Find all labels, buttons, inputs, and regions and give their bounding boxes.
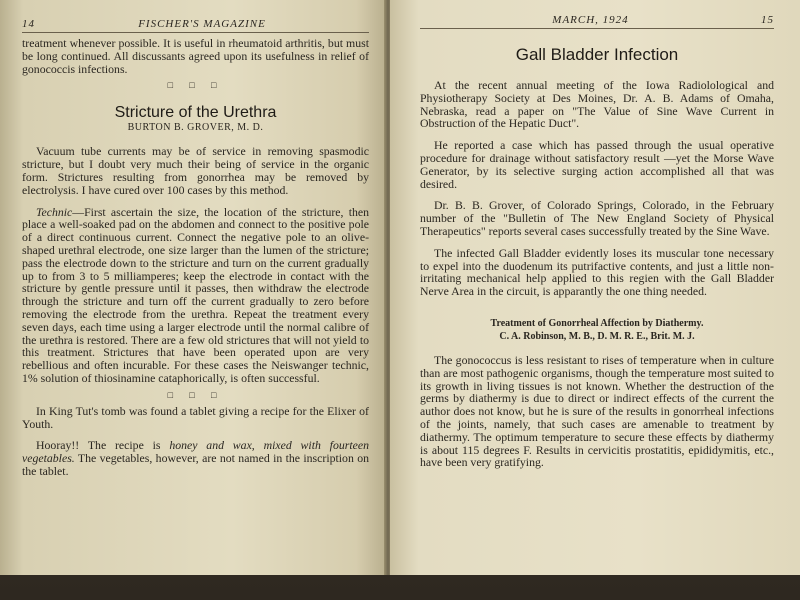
gall-bladder-paragraph-3: Dr. B. B. Grover, of Colorado Springs, Colorado, in the February number of the "Bulletin of The New England Society of Physical Therapeutics" reports several cases successfully treated by the Sine Wave. — [420, 198, 774, 238]
king-tut-recipe: honey and wax, mixed with fourteen vegetables. — [22, 438, 369, 466]
king-tut-text-a: Hooray!! The recipe is — [36, 438, 170, 453]
king-tut-text-b: The vegetables, however, are not named in the inscription on the tablet. — [22, 451, 369, 478]
king-tut-paragraph-2 — [22, 439, 369, 477]
diathermy-paragraph: The gonococcus is less resistant to rises of temperature when in culture than are most pathogenic organisms, though the temperature most suited to its growth in living tissues is not known. Whether the destruction of the germs by diathermy is due to direct or indirect effects of the current the author does not know, but he is sure of the results in gonorrheal infections of the joints, namely, that such cases are amenable to treatment by diathermy. The optimum temperature to secure these effects by diathermy is about 115 degrees F. Results in cervicitis prostatitis, epididymitis, etc., have been very gratifying. — [420, 352, 774, 470]
king-tut-paragraph-1: In King Tut's tomb was found a tablet giving a recipe for the Elixer of Youth. — [22, 403, 369, 431]
gall-bladder-paragraph-2: He reported a case which has passed through the usual operative procedure for drainage without satisfactory result —yet the Morse Wave Generator, by its selective surging action accomplished all that was desired. — [420, 138, 774, 191]
diathermy-article-author: C. A. Robinson, M. B., D. M. R. E., Brit. M. J. — [499, 330, 695, 342]
left-page — [0, 0, 387, 575]
technic-body: —First ascertain the size, the location of the stricture, then place a well-soaked pad on the abdomen and connect to the positive pole of a direct continuous current. Connect the negative pole to an olive-shaped urethral electrode, one size larger than the lumen of the stricture; pass the electrode down to the stricture and turn on the current gradually up to from 3 to 5 milliamperes; keep the electrode in contact with the stricture by gentle pressure until it passes, then withdraw the electrode through the stricture and turn off the current gradually to zero before removing the electrode from the urethra. Repeat the treatment every seven days, each time using a larger electrode until the normal calibre of the urethra is restored. There are a few old strictures that will not yield to this treatment. Strictures that have been operated upon are very rebellious and often incurable. For these cases the Neiswanger technic, 1% solution of thiosinamine cataphorically, is often successful. — [22, 204, 369, 385]
left-running-head: FISCHER'S MAGAZINE — [138, 18, 266, 30]
right-running-header — [420, 14, 774, 29]
stricture-article-title: Stricture of the Urethra — [114, 104, 277, 122]
diathermy-article-title: Treatment of Gonorrheal Affection by Diathermy. — [490, 317, 704, 329]
gall-bladder-paragraph-4: The infected Gall Bladder evidently loses its muscular tone necessary to expel into the duodenum its putrifactive contents, and just a little non-irritating mechanical help applied to this regien with the Gall Bladder Nerve Area in the circuit, is apparantly the one thing needed. — [420, 245, 774, 299]
right-running-head: MARCH, 1924 — [552, 14, 629, 26]
right-page — [390, 0, 800, 575]
stricture-paragraph-2 — [22, 206, 369, 385]
section-divider-2: □ □ □ — [167, 389, 224, 400]
section-divider: □ □ □ — [167, 80, 224, 91]
left-running-header — [22, 18, 369, 33]
left-page-number: 14 — [22, 18, 35, 30]
right-page-number: 15 — [760, 14, 774, 26]
stricture-article-author: BURTON B. GROVER, M. D. — [127, 122, 264, 134]
technic-lead: Technic — [36, 204, 73, 219]
continued-paragraph: treatment whenever possible. It is useful in rheumatoid arthritis, but must be long continued. All discussants agreed upon its usefulness in relief of gonococcis infections. — [22, 36, 369, 76]
stricture-paragraph-1: Vacuum tube currents may be of service in removing spasmodic stricture, but I doubt very much their being of service in the organic form. Strictures resulting from gonorrhea may be removed by electrolysis. I have cured over 100 cases by this method. — [22, 144, 369, 197]
gall-bladder-paragraph-1: At the recent annual meeting of the Iowa Radiolological and Physiotherapy Society at Des Moines, Dr. A. B. Adams of Omaha, Nebraska, read a paper on "The Value of Sine Wave Current in Obstruction of the Hepatic Duct". — [420, 78, 774, 131]
gall-bladder-article-title: Gall Bladder Infection — [515, 45, 679, 64]
